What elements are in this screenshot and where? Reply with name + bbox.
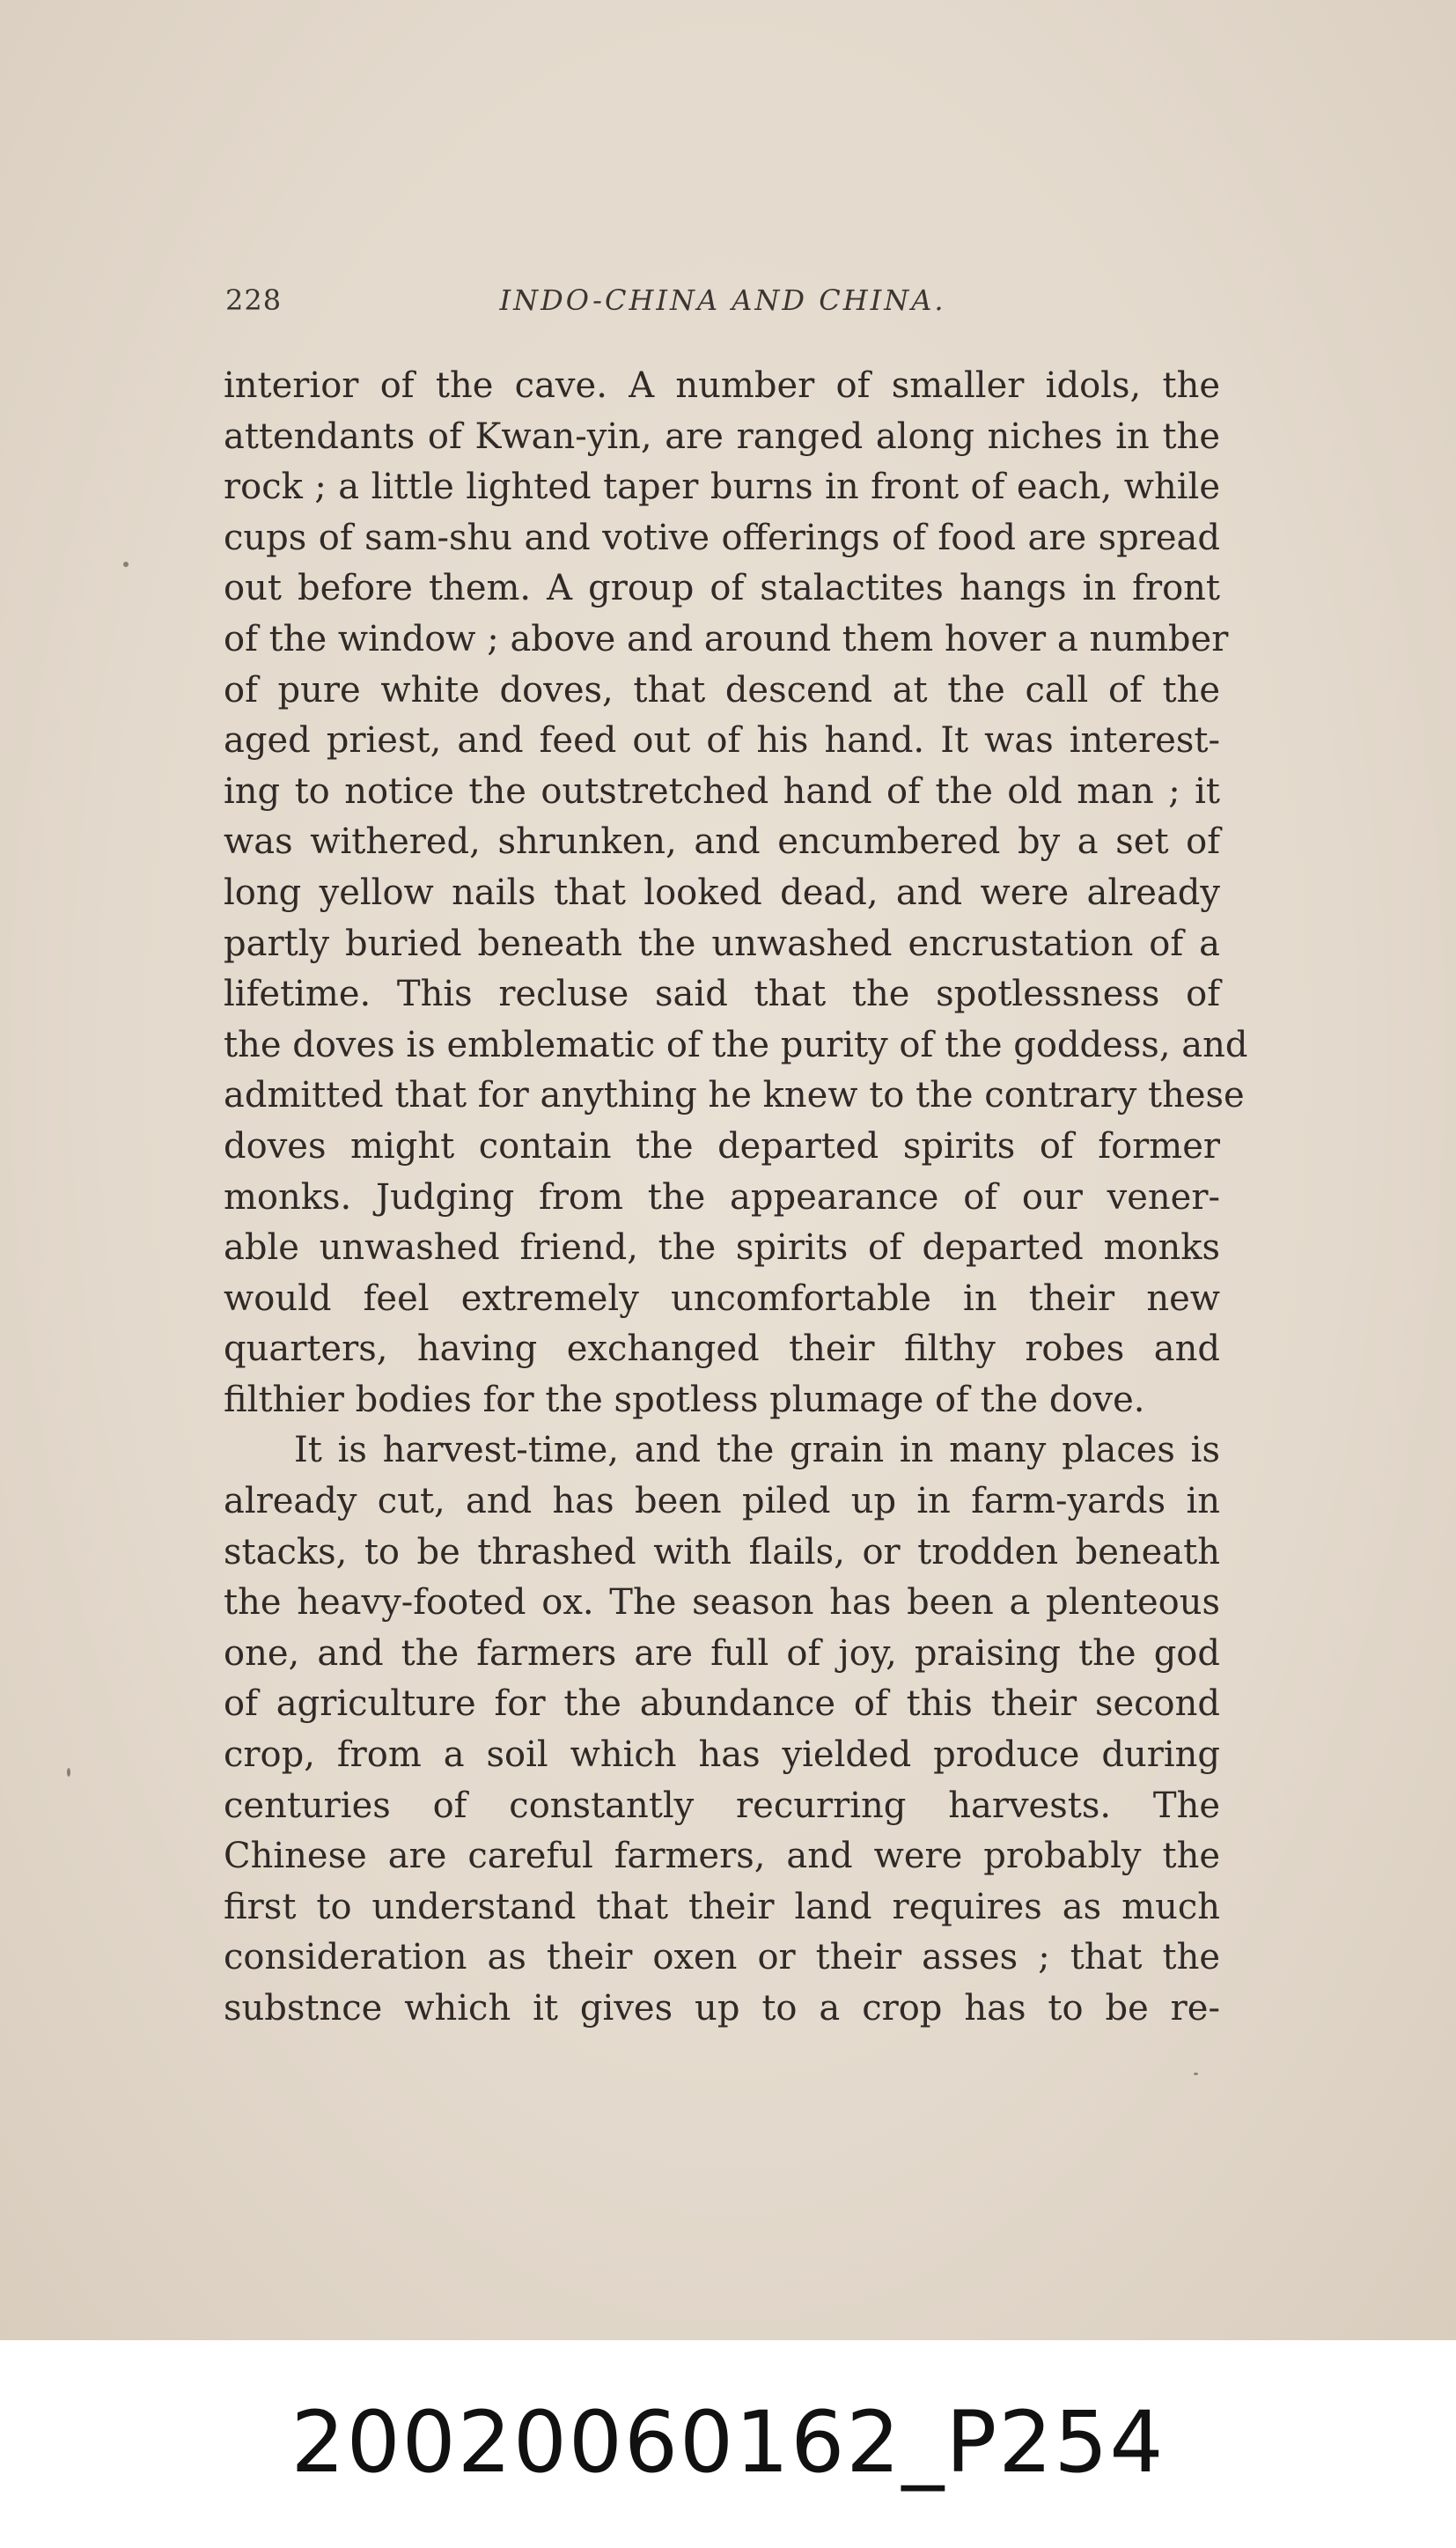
body-text bbox=[224, 361, 1248, 2035]
text-line: partly buried beneath the unwashed encrustation of a bbox=[224, 923, 1220, 964]
text-line: interior of the cave. A number of smaller idols, the bbox=[224, 365, 1220, 406]
text-line: aged priest, and feed out of his hand. It was interest- bbox=[224, 720, 1220, 762]
text-line: doves might contain the departed spirits of former bbox=[224, 1125, 1220, 1167]
text-line: able unwashed friend, the spirits of departed monks bbox=[224, 1227, 1220, 1269]
text-line: the doves is emblematic of the purity of the goddess, and bbox=[224, 1024, 1248, 1065]
text-line: consideration as their oxen or their asses ; that the bbox=[224, 1937, 1220, 1978]
text-line: long yellow nails that looked dead, and were already bbox=[224, 872, 1220, 913]
text-line: stacks, to be thrashed with flails, or trodden beneath bbox=[224, 1531, 1220, 1572]
text-line: already cut, and has been piled up in farm-yards in bbox=[224, 1481, 1220, 1522]
footer bbox=[0, 2340, 1456, 2548]
text-line: lifetime. This recluse said that the spotlessness of bbox=[224, 974, 1220, 1015]
text-line: Chinese are careful farmers, and were probably the bbox=[224, 1836, 1220, 1877]
image-caption: 20020060162_P254 bbox=[290, 2393, 1166, 2492]
text-line: substnce which it gives up to a crop has to be re- bbox=[224, 1988, 1220, 2029]
paper-speck bbox=[1194, 2073, 1198, 2075]
text-line: first to understand that their land requires as much bbox=[224, 1886, 1220, 1927]
text-line: ing to notice the outstretched hand of the old man ; it bbox=[224, 770, 1220, 812]
text-line: crop, from a soil which has yielded produce during bbox=[224, 1734, 1220, 1776]
paragraph-start-line: It is harvest-time, and the grain in many places is bbox=[294, 1430, 1220, 1471]
running-head: INDO-CHINA AND CHINA. bbox=[499, 284, 946, 317]
page-header bbox=[225, 284, 1220, 328]
text-line: admitted that for anything he knew to the contrary these bbox=[224, 1075, 1245, 1116]
text-line: cups of sam-shu and votive offerings of food are spread bbox=[224, 517, 1220, 558]
text-line: monks. Judging from the appearance of our vener- bbox=[224, 1176, 1220, 1218]
text-line: of the window ; above and around them hover a number bbox=[224, 618, 1229, 659]
paper-speck bbox=[123, 562, 129, 567]
text-line: quarters, having exchanged their filthy robes and bbox=[224, 1329, 1220, 1370]
text-line: rock ; a little lighted taper burns in front of each, while bbox=[224, 467, 1220, 508]
text-line: one, and the farmers are full of joy, praising the god bbox=[224, 1632, 1220, 1674]
text-line: attendants of Kwan-yin, are ranged along niches in the bbox=[224, 416, 1220, 457]
page-number: 228 bbox=[225, 284, 283, 317]
text-line: the heavy-footed ox. The season has been a plenteous bbox=[224, 1582, 1220, 1624]
paper-speck bbox=[67, 1768, 70, 1777]
paragraph-end-line: filthier bodies for the spotless plumage of the dove. bbox=[224, 1379, 1145, 1420]
text-line: centuries of constantly recurring harvests. The bbox=[224, 1785, 1220, 1826]
text-line: of pure white doves, that descend at the call of the bbox=[224, 669, 1220, 711]
text-line: of agriculture for the abundance of this their second bbox=[224, 1683, 1220, 1725]
text-line: out before them. A group of stalactites hangs in front bbox=[224, 568, 1220, 609]
text-line: was withered, shrunken, and encumbered by a set of bbox=[224, 821, 1220, 863]
text-line: would feel extremely uncomfortable in their new bbox=[224, 1278, 1220, 1319]
